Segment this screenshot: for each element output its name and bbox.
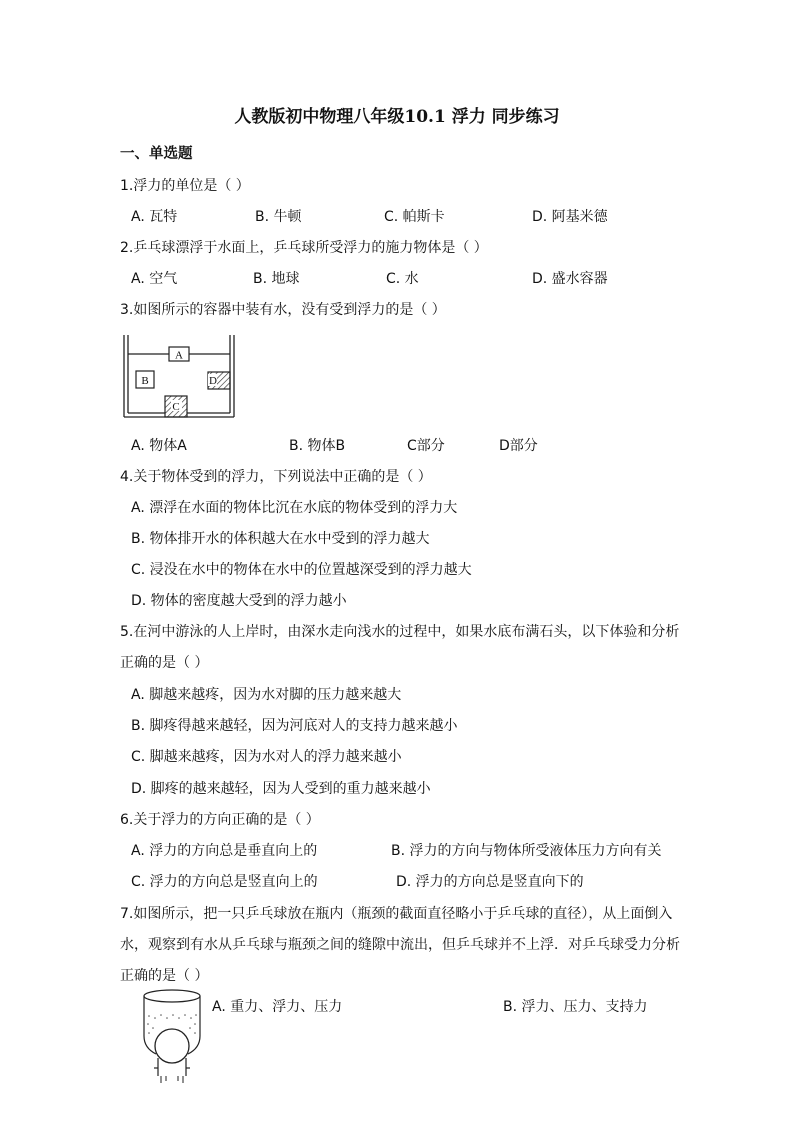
- question-7-stem-line-3: 正确的是（ ）: [120, 968, 209, 984]
- figure-label-c: C: [172, 401, 180, 413]
- question-7-stem-line-2: 水，观察到有水从乒乓球与瓶颈之间的缝隙中流出，但乒乓球并不上浮．对乒乓球受力分析: [120, 937, 680, 953]
- question-5-stem-line-2: 正确的是（ ）: [120, 655, 209, 671]
- figure-label-a: A: [175, 349, 183, 362]
- question-2-stem: 2.乒乓球漂浮于水面上，乒乓球所受浮力的施力物体是（ ）: [120, 240, 488, 256]
- question-1-stem: 1.浮力的单位是（ ）: [120, 178, 250, 194]
- question-1-option-d: D. 阿基米德: [532, 209, 608, 225]
- question-7-option-a: A. 重力、浮力、压力: [212, 999, 343, 1015]
- question-3-option-d: D部分: [499, 438, 538, 454]
- question-4-option-b: B. 物体排开水的体积越大在水中受到的浮力越大: [131, 531, 430, 547]
- question-3-option-c: C部分: [407, 438, 445, 454]
- figure-label-d: D: [209, 375, 217, 387]
- question-1-option-b: B. 牛顿: [255, 209, 302, 225]
- page-title: 人教版初中物理八年级10.1 浮力 同步练习: [234, 107, 560, 127]
- question-1-option-c: C. 帕斯卡: [384, 209, 445, 225]
- question-2-option-c: C. 水: [386, 271, 419, 287]
- question-6-option-d: D. 浮力的方向总是竖直向下的: [396, 874, 584, 890]
- question-4-stem: 4.关于物体受到的浮力，下列说法中正确的是（ ）: [120, 469, 432, 485]
- question-5-stem-line-1: 5.在河中游泳的人上岸时，由深水走向浅水的过程中，如果水底布满石头，以下体验和分析: [120, 624, 680, 640]
- question-1-option-a: A. 瓦特: [131, 209, 178, 225]
- section-heading: 一、单选题: [120, 146, 193, 162]
- bottle-figure: [140, 988, 208, 1086]
- question-5-option-a: A. 脚越来越疼，因为水对脚的压力越来越大: [131, 687, 402, 703]
- question-2-option-a: A. 空气: [131, 271, 178, 287]
- question-2-option-b: B. 地球: [253, 271, 300, 287]
- question-3-option-a: A. 物体A: [131, 438, 187, 454]
- question-4-option-d: D. 物体的密度越大受到的浮力越小: [131, 593, 347, 609]
- question-5-option-d: D. 脚疼的越来越轻，因为人受到的重力越来越小: [131, 781, 431, 797]
- question-7-option-b: B. 浮力、压力、支持力: [503, 999, 648, 1015]
- question-4-option-a: A. 漂浮在水面的物体比沉在水底的物体受到的浮力大: [131, 500, 458, 516]
- question-4-option-c: C. 浸没在水中的物体在水中的位置越深受到的浮力越大: [131, 562, 472, 578]
- container-figure: [118, 330, 240, 422]
- question-5-option-b: B. 脚疼得越来越轻，因为河底对人的支持力越来越小: [131, 718, 458, 734]
- question-3-stem: 3.如图所示的容器中装有水，没有受到浮力的是（ ）: [120, 302, 446, 318]
- question-6-stem: 6.关于浮力的方向正确的是（ ）: [120, 812, 320, 828]
- question-6-option-a: A. 浮力的方向总是垂直向上的: [131, 843, 318, 859]
- question-7-stem-line-1: 7.如图所示，把一只乒乓球放在瓶内（瓶颈的截面直径略小于乒乓球的直径），从上面倒入: [120, 906, 673, 922]
- question-3-option-b: B. 物体B: [289, 438, 346, 454]
- question-6-option-b: B. 浮力的方向与物体所受液体压力方向有关: [391, 843, 662, 859]
- question-2-option-d: D. 盛水容器: [532, 271, 608, 287]
- question-6-option-c: C. 浮力的方向总是竖直向上的: [131, 874, 318, 890]
- figure-label-b: B: [141, 375, 149, 387]
- question-5-option-c: C. 脚越来越疼，因为水对人的浮力越来越小: [131, 749, 402, 765]
